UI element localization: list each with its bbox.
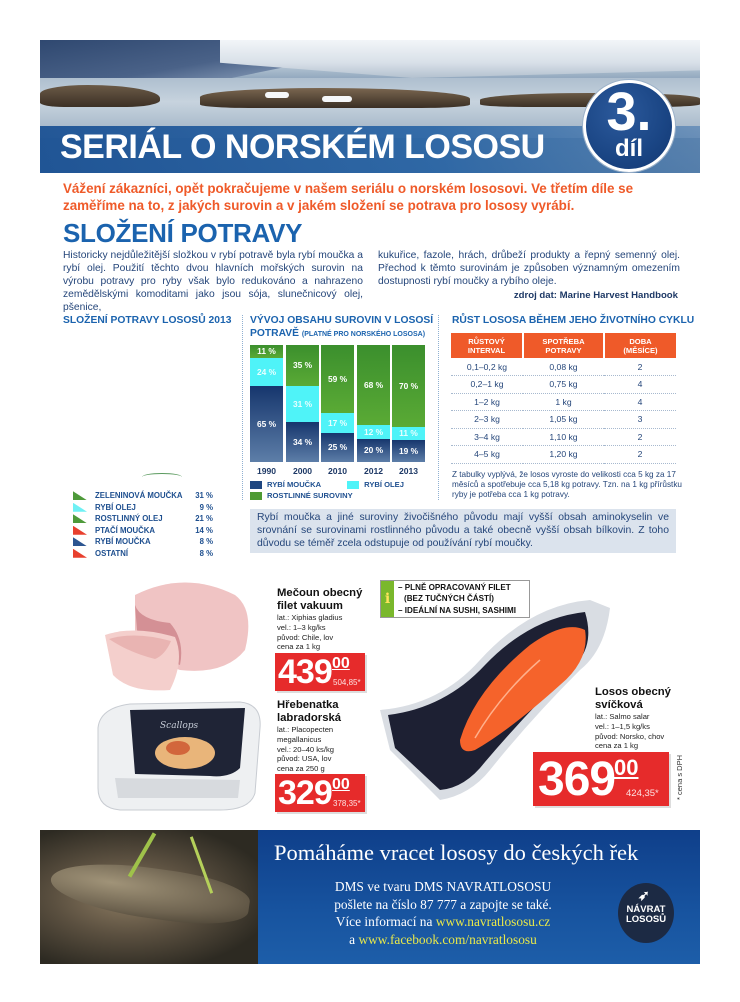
legend-item bbox=[250, 491, 353, 500]
product-details: lat.: Placopecten megallanicus vel.: 20–40 ks/kg původ: USA, lov cena za 250 g bbox=[277, 725, 334, 774]
svg-text:Scallops: Scallops bbox=[160, 721, 199, 731]
table-header: DOBA (MĚSÍCE) bbox=[604, 333, 676, 358]
info-icon: i bbox=[381, 581, 394, 617]
table-header: RŮSTOVÝ INTERVAL bbox=[451, 333, 523, 358]
pie-chart-edge bbox=[142, 473, 182, 481]
info-tag-text: – PLNĚ OPRACOVANÝ FILET (BEZ TUČNÝCH ČÁSTÍ) – IDEÁLNÍ NA SUSHI, SASHIMI bbox=[398, 583, 516, 615]
legend-value: 14 % bbox=[195, 525, 213, 535]
legend-item bbox=[73, 502, 213, 514]
price-integer: 439 bbox=[278, 653, 332, 691]
table-row: 4–5 kg 1,20 kg 2 bbox=[451, 446, 676, 464]
bar-segment-fish-meal: 20 % bbox=[357, 439, 390, 462]
vat-note: * cena s DPH bbox=[675, 754, 684, 800]
bar-2012 bbox=[357, 345, 390, 462]
triangle-swatch-icon bbox=[73, 526, 87, 535]
episode-label: díl bbox=[615, 135, 643, 162]
legend-item bbox=[250, 480, 321, 489]
price-integer: 369 bbox=[538, 753, 616, 806]
campaign-title: Pomáháme vracet lososy do českých řek bbox=[274, 840, 639, 865]
bar-segment-plant: 35 % bbox=[286, 345, 319, 386]
product-name: filet vakuum bbox=[277, 599, 343, 612]
bar-segment-fish-meal: 25 % bbox=[321, 433, 354, 462]
snow-patch bbox=[322, 96, 352, 102]
bar-segment-plant: 68 % bbox=[357, 345, 390, 425]
scallop-package-image bbox=[90, 698, 265, 813]
salmon-jump-icon: ➶ bbox=[638, 887, 650, 903]
legend-label: ROSTLINNÝ OLEJ bbox=[95, 514, 163, 524]
growth-table bbox=[451, 333, 676, 464]
stacked-bar-chart bbox=[250, 345, 426, 476]
price-with-vat: 424,35* bbox=[626, 788, 659, 799]
year-label: 2010 bbox=[327, 466, 348, 476]
sms-instruction: DMS ve tvaru DMS NAVRATLOSOSU bbox=[334, 879, 552, 894]
column-divider bbox=[438, 315, 439, 500]
triangle-swatch-icon bbox=[73, 514, 87, 523]
swatch-icon bbox=[250, 492, 262, 500]
price-decimal: 00 bbox=[332, 655, 350, 672]
legend-value: 8 % bbox=[199, 537, 213, 547]
bar-chart-title-line1: VÝVOJ OBSAHU SUROVIN V LOSOSÍ bbox=[250, 315, 434, 326]
bar-segment-plant: 70 % bbox=[392, 345, 425, 427]
legend-label: ZELENINOVÁ MOUČKA bbox=[95, 491, 183, 501]
website-link[interactable]: www.navratlososu.cz bbox=[435, 914, 551, 929]
product-details: lat.: Xiphias gladius vel.: 1–3 kg/ks původ: Chile, lov cena za 1 kg bbox=[277, 613, 343, 652]
bar-segment-fish-meal: 19 % bbox=[392, 440, 425, 462]
episode-badge bbox=[583, 80, 675, 172]
table-note: Z tabulky vyplývá, že losos vyroste do velikosti cca 5 kg za 17 měsíců a spotřebuje cca 5,18 kg potravy. Tzn. na 1 kg přírůstku ryby je potřeba cca 1 kg potravy. bbox=[452, 470, 682, 500]
product-name: svíčková bbox=[595, 698, 643, 711]
intro-text: Vážení zákazníci, opět pokračujeme v našem seriálu o norském lososovi. Ve třetím díle se zaměříme na to, z jakých surovin a v jakém složení se potrava pro lososy vyrábí. bbox=[63, 181, 634, 213]
pie-chart-legend bbox=[73, 490, 213, 559]
bar-segment-fish-meal: 65 % bbox=[250, 386, 283, 462]
year-label: 2000 bbox=[292, 466, 313, 476]
legend-item bbox=[73, 525, 213, 537]
bar-segment-plant: 11 % bbox=[250, 345, 283, 358]
legend-value: 9 % bbox=[199, 502, 213, 512]
product-name: Losos obecný bbox=[595, 686, 671, 698]
bar-chart-title bbox=[250, 315, 440, 341]
price-decimal: 00 bbox=[614, 755, 639, 780]
table-row: 2–3 kg 1,05 kg 3 bbox=[451, 411, 676, 429]
bar-chart-title-line2: POTRAVĚ bbox=[250, 327, 300, 339]
product-details: lat.: Salmo salar vel.: 1–1,5 kg/ks původ: Norsko, chov cena za 1 kg bbox=[595, 712, 665, 751]
legend-item bbox=[73, 513, 213, 525]
legend-label: RYBÍ MOUČKA bbox=[95, 537, 151, 547]
legend-value: 31 % bbox=[195, 491, 213, 501]
price-integer: 329 bbox=[278, 774, 332, 812]
legend-item bbox=[73, 536, 213, 548]
price-decimal: 00 bbox=[332, 776, 350, 793]
legend-label: ROSTLINNÉ SUROVINY bbox=[267, 491, 353, 500]
bar-2013 bbox=[392, 345, 425, 462]
bar-segment-fish-oil: 12 % bbox=[357, 425, 390, 439]
legend-value: 8 % bbox=[199, 548, 213, 558]
product-name: labradorská bbox=[277, 711, 342, 724]
bar-chart-subtitle: (PLATNÉ PRO NORSKÉHO LOSOSA) bbox=[301, 330, 426, 338]
bar-2000 bbox=[286, 345, 319, 462]
bar-segment-fish-oil: 11 % bbox=[392, 427, 425, 440]
bar-segment-fish-meal: 34 % bbox=[286, 422, 319, 462]
pie-chart-title: SLOŽENÍ POTRAVY LOSOSŮ 2013 bbox=[63, 315, 232, 326]
body-column-2: kukuřice, fazole, hrách, drůbeží produkty a řepný semenný olej. Přechod k těmto surovinám je způsoben významným omezením dostupnosti rybí moučky a rybího oleje. bbox=[378, 250, 680, 287]
snowy-mountain-image bbox=[220, 40, 700, 78]
swatch-icon bbox=[250, 481, 262, 489]
facebook-link[interactable]: www.facebook.com/navratlososu bbox=[358, 931, 537, 947]
triangle-swatch-icon bbox=[73, 537, 87, 546]
body-column-1: Historicky nejdůležitější složkou v rybí potravě byla rybí moučka a rybí olej. Použití těchto dvou hlavních mořských surovin na výrobu potravy pro ryby však bylo redukováno a nahrazeno zemědělskými komoditami jako jsou sója, slunečnicový olej, pšenice, bbox=[63, 250, 363, 313]
triangle-swatch-icon bbox=[73, 549, 87, 558]
swordfish-fillet-image bbox=[95, 575, 265, 695]
triangle-swatch-icon bbox=[73, 491, 87, 500]
year-label: 2012 bbox=[363, 466, 384, 476]
year-label: 2013 bbox=[398, 466, 419, 476]
episode-number: 3. bbox=[606, 82, 652, 142]
bar-2010 bbox=[321, 345, 354, 462]
legend-label: RYBÍ MOUČKA bbox=[267, 480, 322, 489]
price-tag bbox=[275, 653, 365, 691]
campaign-banner bbox=[40, 830, 700, 964]
bar-segment-plant: 59 % bbox=[321, 345, 354, 413]
navrat-lososu-logo: ➶ NÁVRAT LOSOSŮ bbox=[618, 883, 674, 943]
trout-photo bbox=[40, 830, 258, 964]
bar-chart-legend bbox=[250, 479, 440, 501]
info-box: Rybí moučka a jiné suroviny živočišného původu mají vyšší obsah aminokyselin ve srovnání se surovinami rostlinného původu a také obecně vyšší obsah bílkovin. Z toho důvodu se téměř zcela odstupuje od používání rybí moučky. bbox=[250, 509, 676, 553]
column-divider bbox=[242, 315, 243, 500]
section-title: SLOŽENÍ POTRAVY bbox=[63, 218, 303, 248]
table-title: RŮST LOSOSA BĚHEM JEHO ŽIVOTNÍHO CYKLU bbox=[452, 315, 695, 326]
campaign-text: DMS ve tvaru DMS NAVRATLOSOSU pošlete na číslo 87 777 a zapojte se také. Více informací na www.navratlososu.cz a www.facebook.com/navratlososu bbox=[308, 878, 578, 948]
sms-number: pošlete na číslo 87 777 a zapojte se také. bbox=[334, 896, 552, 912]
table-row: 3–4 kg 1,10 kg 2 bbox=[451, 428, 676, 446]
swatch-icon bbox=[347, 481, 359, 489]
table-row: 0,2–1 kg 0,75 kg 4 bbox=[451, 376, 676, 394]
legend-item bbox=[73, 548, 213, 560]
legend-label: PTAČÍ MOUČKA bbox=[95, 525, 156, 535]
bar-segment-fish-oil: 17 % bbox=[321, 413, 354, 433]
table-row: 1–2 kg 1 kg 4 bbox=[451, 393, 676, 411]
price-with-vat: 378,35* bbox=[333, 799, 361, 808]
table-header: SPOTŘEBA POTRAVY bbox=[523, 333, 604, 358]
product-info bbox=[277, 587, 377, 652]
legend-item bbox=[73, 490, 213, 502]
bar-segment-fish-oil: 31 % bbox=[286, 386, 319, 422]
snow-patch bbox=[265, 92, 289, 98]
legend-value: 21 % bbox=[195, 514, 213, 524]
year-label: 1990 bbox=[256, 466, 277, 476]
table-row: 0,1–0,2 kg 0,08 kg 2 bbox=[451, 358, 676, 376]
price-tag bbox=[275, 774, 365, 812]
source-note: zdroj dat: Marine Harvest Handbook bbox=[513, 290, 678, 301]
legend-label: RYBÍ OLEJ bbox=[95, 502, 136, 512]
legend-label: OSTATNÍ bbox=[95, 548, 129, 558]
legend-label: RYBÍ OLEJ bbox=[364, 480, 404, 489]
triangle-swatch-icon bbox=[73, 503, 87, 512]
fish-body bbox=[47, 854, 252, 931]
product-name: Hřebenatka bbox=[277, 699, 339, 711]
series-title: SERIÁL O NORSKÉM LOSOSU bbox=[60, 128, 545, 166]
bar-1990 bbox=[250, 345, 283, 462]
info-tag bbox=[380, 580, 530, 618]
product-info bbox=[595, 686, 695, 751]
price-tag bbox=[533, 752, 669, 806]
product-info bbox=[277, 699, 377, 774]
product-name: Mečoun obecný bbox=[277, 587, 363, 599]
bar-segment-fish-oil: 24 % bbox=[250, 358, 283, 386]
price-with-vat: 504,85* bbox=[333, 678, 361, 687]
legend-item bbox=[347, 480, 404, 489]
